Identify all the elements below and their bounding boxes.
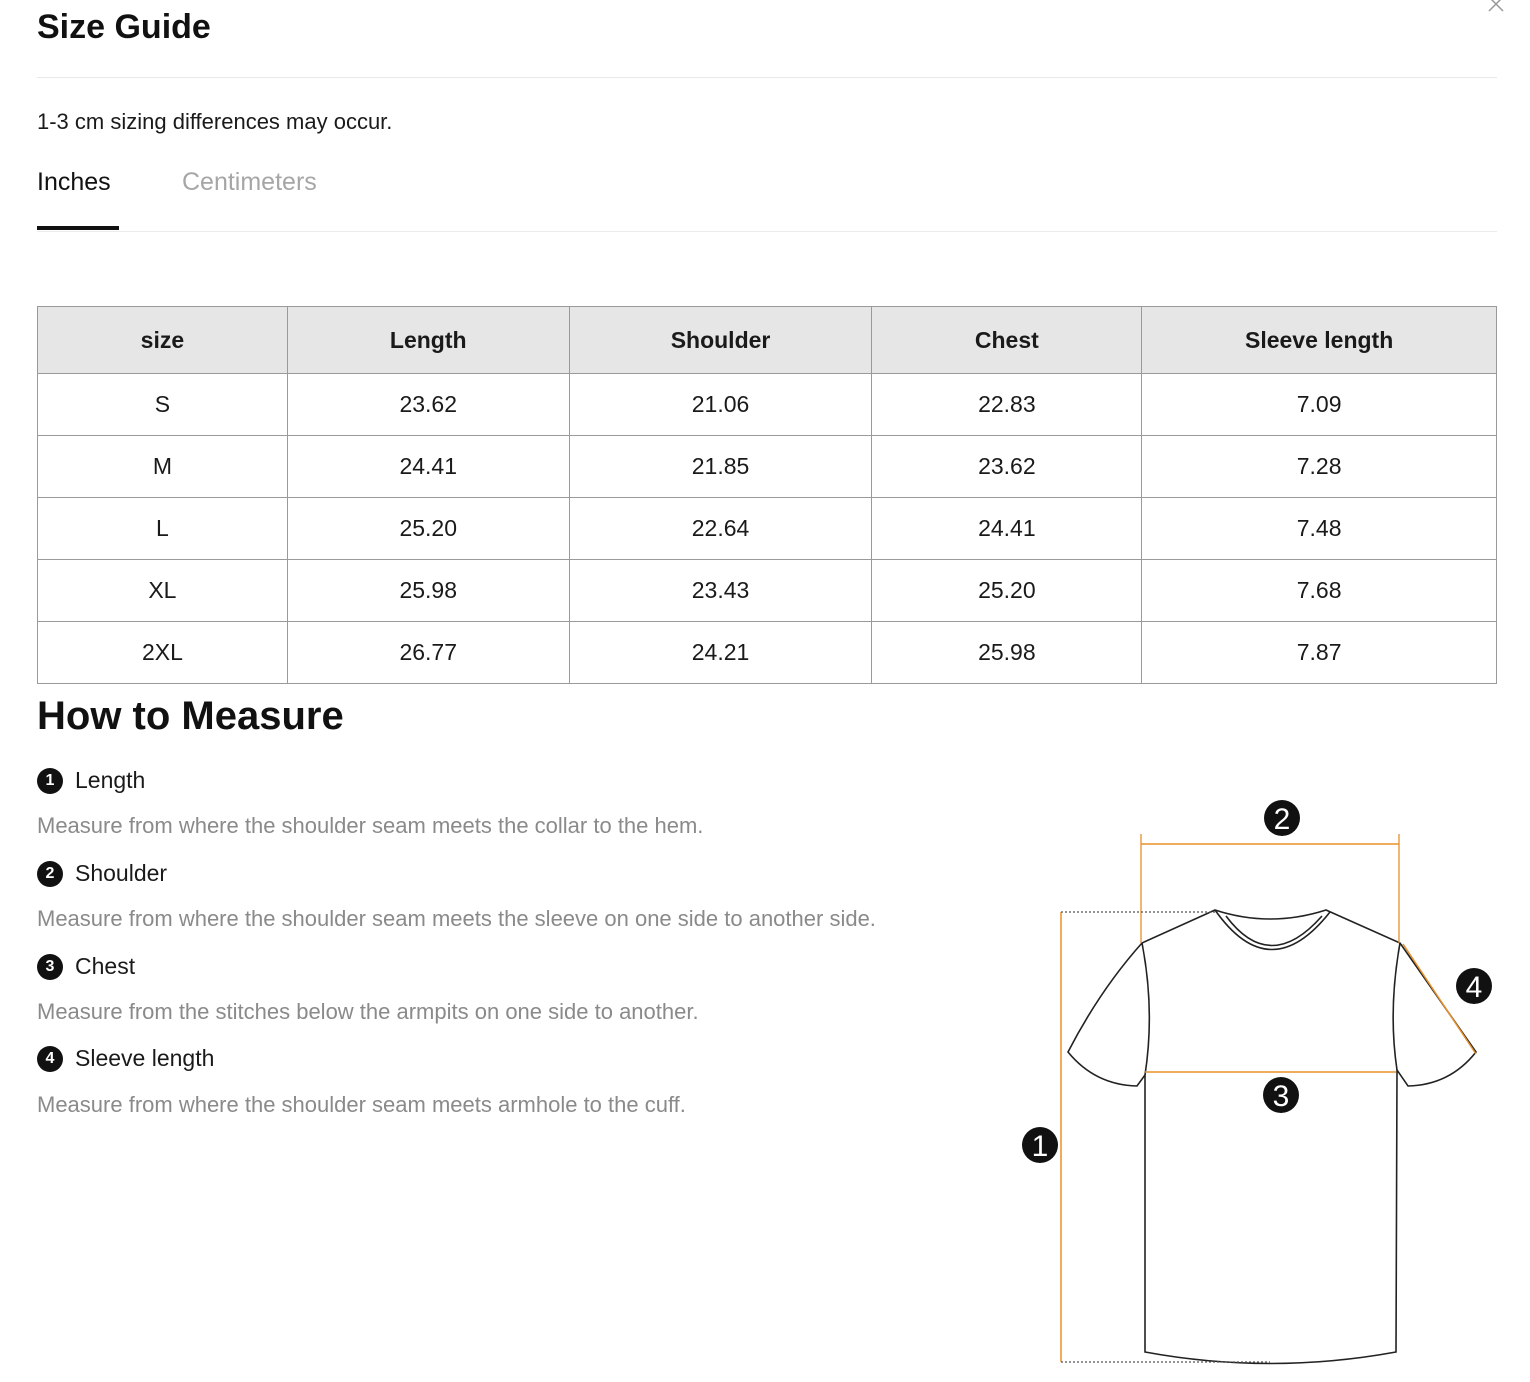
table-cell: 2XL xyxy=(38,622,288,684)
column-header-length: Length xyxy=(287,307,569,374)
table-cell: 22.83 xyxy=(872,374,1142,436)
column-header-shoulder: Shoulder xyxy=(569,307,872,374)
measure-item-title: Sleeve length xyxy=(75,1045,215,1071)
table-cell: 24.41 xyxy=(287,436,569,498)
table-row xyxy=(38,374,1497,436)
size-table xyxy=(37,306,1497,684)
number-4-icon: 4 xyxy=(37,1046,63,1072)
measure-item-description: Measure from where the shoulder seam meets armhole to the cuff. xyxy=(37,1092,686,1117)
marker-3-icon xyxy=(1263,1077,1299,1113)
close-icon xyxy=(1487,0,1505,13)
table-row xyxy=(38,560,1497,622)
table-row xyxy=(38,498,1497,560)
table-cell: 7.28 xyxy=(1142,436,1497,498)
table-cell: 21.85 xyxy=(569,436,872,498)
table-cell: 25.20 xyxy=(872,560,1142,622)
svg-text:3: 3 xyxy=(1272,1080,1290,1113)
measure-item-length xyxy=(37,767,145,794)
number-3-icon: 3 xyxy=(37,954,63,980)
tshirt-diagram-icon xyxy=(1000,790,1500,1380)
table-cell: 23.62 xyxy=(872,436,1142,498)
table-cell: 7.09 xyxy=(1142,374,1497,436)
table-cell: 23.43 xyxy=(569,560,872,622)
table-cell: 7.87 xyxy=(1142,622,1497,684)
table-cell: 7.68 xyxy=(1142,560,1497,622)
measure-item-chest xyxy=(37,953,135,980)
table-cell: 25.98 xyxy=(872,622,1142,684)
tshirt-outline xyxy=(1068,910,1476,1364)
svg-text:2: 2 xyxy=(1273,803,1291,836)
marker-4-icon xyxy=(1456,968,1492,1004)
table-cell: XL xyxy=(38,560,288,622)
measure-item-title: Length xyxy=(75,767,146,793)
table-cell: 24.21 xyxy=(569,622,872,684)
active-tab-indicator xyxy=(37,226,119,230)
close-button[interactable] xyxy=(1484,0,1508,14)
column-header-chest: Chest xyxy=(872,307,1142,374)
number-1-icon: 1 xyxy=(37,768,63,794)
table-cell: 23.62 xyxy=(287,374,569,436)
svg-text:4: 4 xyxy=(1465,971,1483,1004)
svg-text:1: 1 xyxy=(1031,1130,1049,1163)
sizing-note: 1-3 cm sizing differences may occur. xyxy=(37,109,393,134)
marker-2-icon xyxy=(1264,800,1300,836)
measure-item-description: Measure from where the shoulder seam meets the collar to the hem. xyxy=(37,813,704,838)
table-cell: 7.48 xyxy=(1142,498,1497,560)
table-cell: 25.98 xyxy=(287,560,569,622)
column-header-sleeve-length: Sleeve length xyxy=(1142,307,1497,374)
table-cell: 25.20 xyxy=(287,498,569,560)
table-cell: 26.77 xyxy=(287,622,569,684)
tab-centimeters[interactable]: Centimeters xyxy=(182,168,317,196)
table-cell: 24.41 xyxy=(872,498,1142,560)
measure-item-description: Measure from the stitches below the armpits on one side to another. xyxy=(37,999,699,1024)
table-cell: M xyxy=(38,436,288,498)
tab-inches[interactable]: Inches xyxy=(37,168,111,196)
measure-item-title: Shoulder xyxy=(75,860,168,886)
table-header-row xyxy=(38,307,1497,374)
table-row xyxy=(38,622,1497,684)
unit-tabs xyxy=(37,168,1497,232)
title-divider xyxy=(37,77,1497,78)
measure-item-title: Chest xyxy=(75,953,136,979)
table-cell: 22.64 xyxy=(569,498,872,560)
measure-item-description: Measure from where the shoulder seam meets the sleeve on one side to another side. xyxy=(37,906,876,931)
measure-item-sleeve-length xyxy=(37,1045,214,1072)
table-cell: L xyxy=(38,498,288,560)
marker-1-icon xyxy=(1022,1127,1058,1163)
number-2-icon: 2 xyxy=(37,861,63,887)
table-row xyxy=(38,436,1497,498)
column-header-size: size xyxy=(38,307,288,374)
measure-item-shoulder xyxy=(37,860,167,887)
table-cell: 21.06 xyxy=(569,374,872,436)
how-to-measure-heading: How to Measure xyxy=(37,694,344,738)
table-cell: S xyxy=(38,374,288,436)
modal-title: Size Guide xyxy=(37,8,211,46)
